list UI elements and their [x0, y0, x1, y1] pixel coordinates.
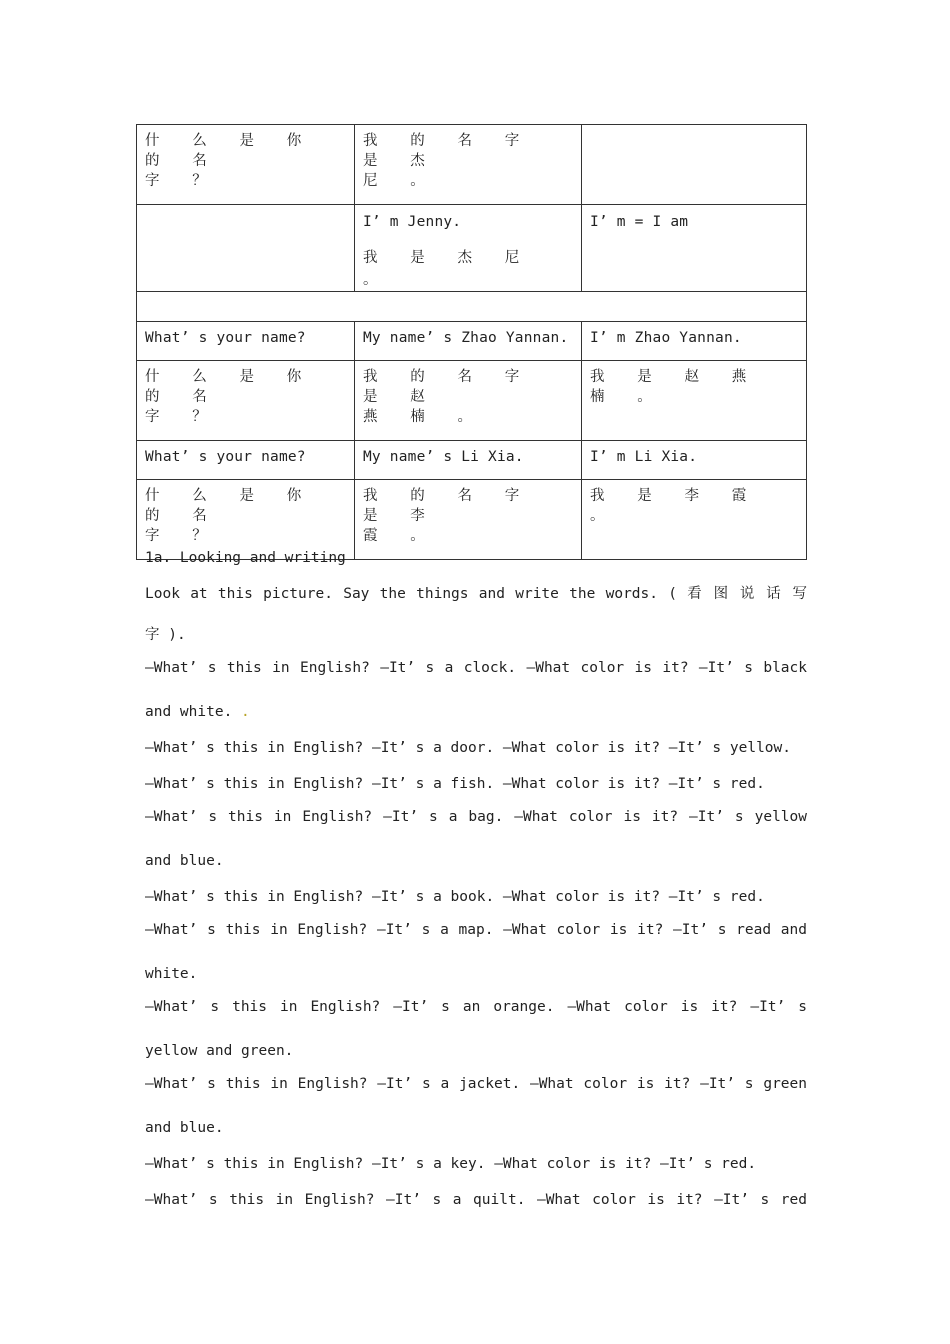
cell-text: 我 是 李 霞 。 — [590, 488, 759, 524]
table-cell — [582, 205, 807, 292]
instruction-line: Look at this picture. Say the things and write the words. ( 看 图 说 话 写 — [145, 586, 807, 602]
dialogue-line: —What’ s this in English? —It’ s a door. —What color is it? —It’ s yellow. — [145, 740, 792, 756]
cell-text: 字 ？ — [145, 528, 219, 544]
table-row — [137, 292, 807, 322]
cell-text: What’ s your name? — [145, 449, 306, 465]
dialogue-item — [145, 992, 807, 1069]
dialogue-item — [145, 802, 807, 879]
cell-text: My name’ s Zhao Yannan. — [363, 330, 569, 346]
dialogue-item — [145, 653, 807, 730]
table-cell — [582, 441, 807, 480]
table-cell — [137, 441, 355, 480]
dialogue-line: —What’ s this in English? —It’ s a key. —What color is it? —It’ s red. — [145, 1156, 757, 1172]
dialogue-line: —What’ s this in English? —It’ s a jacket. —What color is it? —It’ s green — [145, 1076, 807, 1092]
table-cell — [582, 125, 807, 205]
cell-text: 燕 楠 。 — [363, 409, 484, 425]
cell-text: 霞 。 — [363, 528, 437, 544]
dialogue-item — [145, 915, 807, 992]
cell-text: 我 是 杰 尼 。 — [363, 250, 532, 288]
table-cell — [137, 125, 355, 205]
dialogue-item — [145, 879, 807, 915]
table-row — [137, 441, 807, 480]
dialogue-line: —What’ s this in English? —It’ s a fish. —What color is it? —It’ s red. — [145, 776, 765, 792]
dialogue-list — [145, 653, 807, 1218]
table-cell — [355, 322, 582, 361]
cell-text: My name’ s Li Xia. — [363, 449, 524, 465]
section-heading: 1a. Looking and writing — [145, 550, 346, 566]
cell-text: 字 ？ — [145, 173, 219, 189]
dialogue-line: —What’ s this in English? —It’ s a clock. —What color is it? —It’ s black — [145, 660, 807, 676]
cell-text: 我 的 名 字 是 李 — [363, 488, 532, 524]
dialogue-line-cont: white. — [145, 966, 198, 982]
dialogue-line: —What’ s this in English? —It’ s an orange. —What color is it? —It’ s — [145, 999, 807, 1015]
table-row — [137, 322, 807, 361]
table-cell — [355, 125, 582, 205]
dialogue-item — [145, 1146, 807, 1182]
table-row — [137, 205, 807, 292]
cell-text: I’ m Jenny. — [363, 214, 462, 230]
dialogue-line: —What’ s this in English? —It’ s a map. —What color is it? —It’ s read and — [145, 922, 807, 938]
dialogue-line-cont: and blue. — [145, 853, 224, 869]
cell-text: 字 ？ — [145, 409, 219, 425]
cell-text: 我 的 名 字 是 赵 — [363, 369, 532, 405]
table-cell — [582, 361, 807, 441]
table-cell — [137, 205, 355, 292]
table-cell — [355, 441, 582, 480]
cell-text: I’ m Li Xia. — [590, 449, 698, 465]
vocabulary-table — [136, 124, 807, 560]
decorative-dot: . — [232, 704, 250, 720]
cell-text: What’ s your name? — [145, 330, 306, 346]
table-row — [137, 125, 807, 205]
cell-text: 什 么 是 你 的 名 — [145, 369, 314, 405]
table-row — [137, 361, 807, 441]
dialogue-item — [145, 766, 807, 802]
dialogue-item — [145, 1069, 807, 1146]
dialogue-item — [145, 730, 807, 766]
dialogue-line: —What’ s this in English? —It’ s a bag. —What color is it? —It’ s yellow — [145, 809, 807, 825]
cell-text: I’ m = I am — [590, 214, 689, 230]
table-cell — [582, 322, 807, 361]
cell-text: 什 么 是 你 的 名 — [145, 133, 314, 169]
dialogue-line-cont: and blue. — [145, 1120, 224, 1136]
cell-text: I’ m Zhao Yannan. — [590, 330, 742, 346]
cell-text: 我 的 名 字 是 杰 — [363, 133, 532, 169]
dialogue-line: —What’ s this in English? —It’ s a quilt. —What color is it? —It’ s red — [145, 1192, 807, 1208]
cell-text: 尼 。 — [363, 173, 437, 189]
table-cell — [137, 361, 355, 441]
dialogue-line: —What’ s this in English? —It’ s a book. —What color is it? —It’ s red. — [145, 889, 765, 905]
cell-text: 我 是 赵 燕 楠 。 — [590, 369, 759, 405]
table-cell — [355, 205, 582, 292]
exercise-section — [145, 540, 807, 1218]
dialogue-item — [145, 1182, 807, 1218]
table-cell-blank — [137, 292, 807, 322]
instruction-line-cont: 字 ). — [145, 627, 186, 643]
cell-text: 什 么 是 你 的 名 — [145, 488, 314, 524]
table-cell — [355, 361, 582, 441]
dialogue-line-cont: and white. . — [145, 704, 250, 720]
dialogue-line-cont: yellow and green. — [145, 1043, 294, 1059]
table-cell — [137, 322, 355, 361]
